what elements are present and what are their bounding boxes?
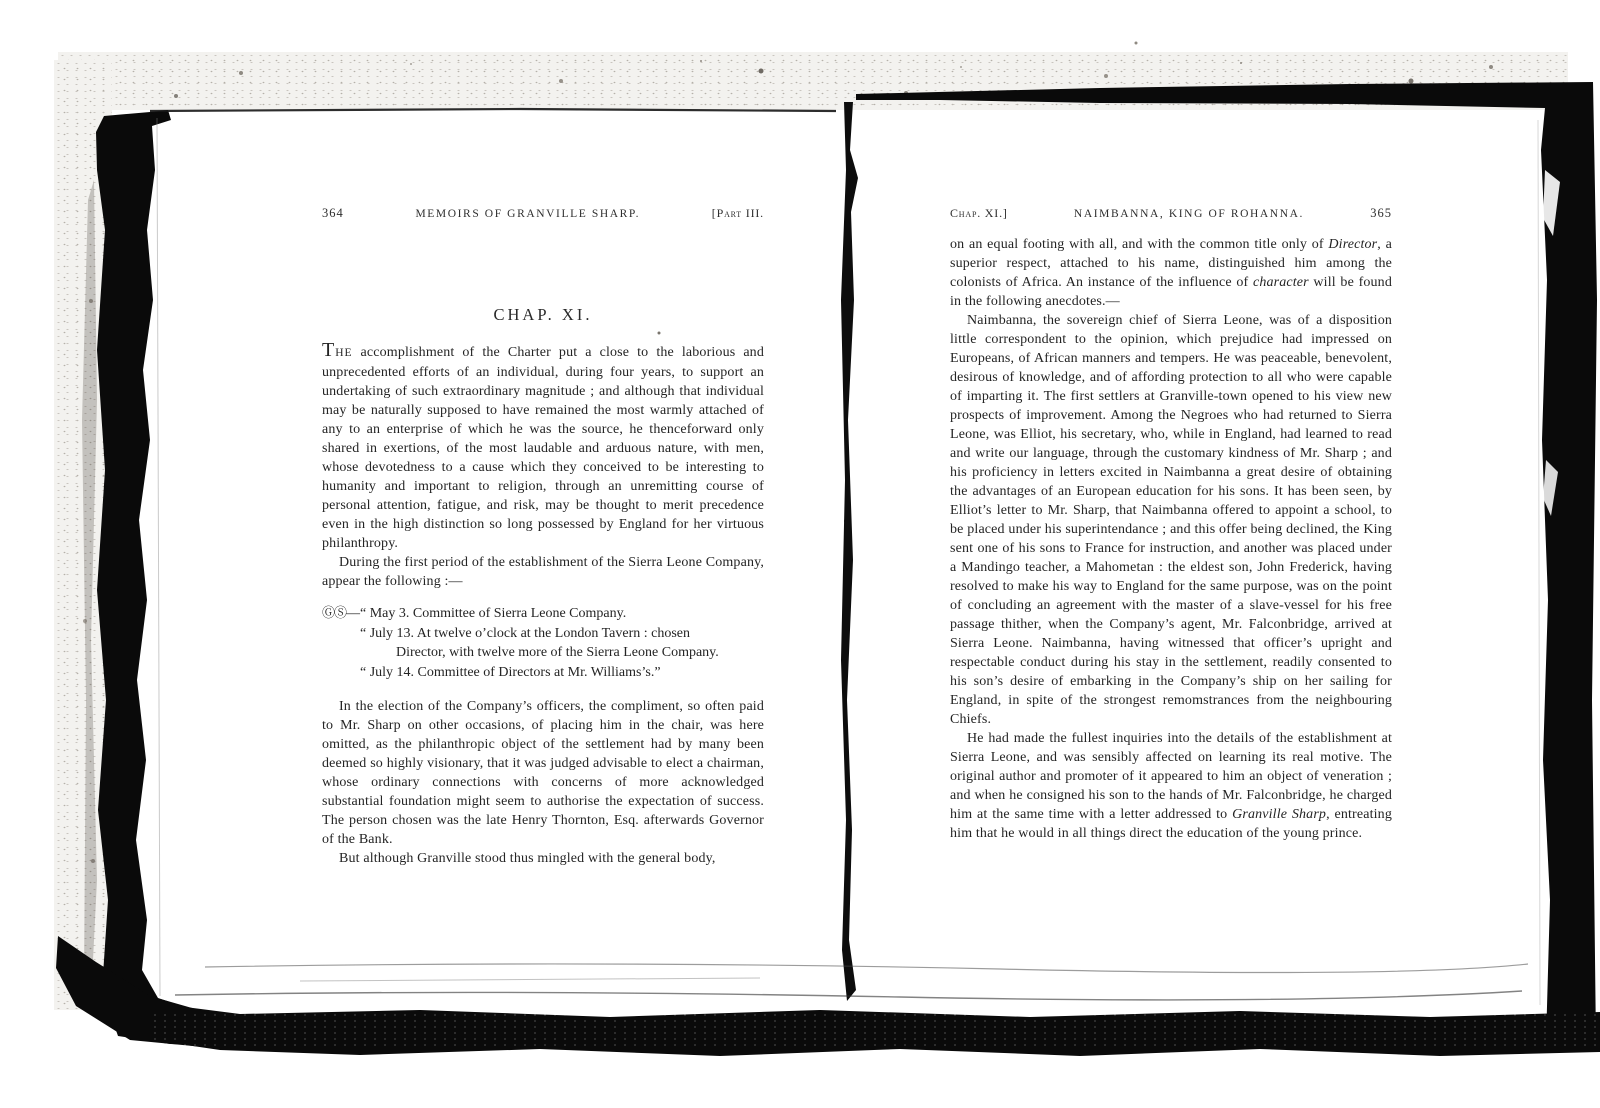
right-running-title: NAIMBANNA, KING OF ROHANNA. bbox=[1073, 208, 1304, 220]
diary-line-text: May 3. Committee of Sierra Leone Company. bbox=[369, 606, 627, 621]
left-paragraph-2: During the first period of the establishment of the Sierra Leone Company, appear the following :— bbox=[322, 555, 764, 589]
diary-line-prefix: “ bbox=[360, 664, 370, 680]
diary-line bbox=[322, 663, 764, 683]
left-page bbox=[322, 206, 764, 868]
diary-line-text: July 13. At twelve o’clock at the London Tavern : chosen bbox=[369, 625, 691, 641]
diary-monogram: ⒼⓈ bbox=[322, 606, 347, 621]
right-paragraph-1-b: , a superior respect, attached to his name, distinguished him among the colonists of Africa. An instance of the influence of bbox=[950, 237, 1392, 290]
italic-character: character bbox=[1252, 275, 1309, 290]
diary-line bbox=[322, 643, 764, 663]
left-paragraph-4: But although Granville stood thus mingled with the general body, bbox=[339, 851, 716, 866]
right-paragraph-3 bbox=[950, 729, 1392, 843]
left-page-top-edge-line bbox=[150, 109, 836, 111]
left-edge-ink bbox=[96, 110, 240, 1046]
chap-label: Chap. XI.] bbox=[950, 206, 1008, 220]
right-paragraph-3-a: He had made the fullest inquiries into the details of the establishment at Sierra Leone, and was sensibly affected on learning its real motive. The original author and promoter of it appeared to him an object of veneration ; and when he consigned his son to the hands of Mr. Falconbridge, he charged him at the same time with a letter addressed to bbox=[950, 731, 1392, 822]
left-paragraph-1-text: accomplishment of the Charter put a close to the laborious and unprecedented efforts of an individual, during four years, to support an undertaking of such extraordinary magnitude ; and although that individual may be naturally supposed to have remained the most warmly attached of any to an enterprise of which he was the source, he thenceforward only shared in exertions, of the most laudable and arduous nature, with men, whose devotedness to a cause which they conceived to be interesting to humanity and important to religion, through an unremitting course of personal attention, fatigue, and risk, may be thought to merit precedence even in the high distinction so long possessed by England for her virtuous philanthropy. bbox=[322, 345, 764, 551]
left-running-title: MEMOIRS OF GRANVILLE SHARP. bbox=[415, 208, 641, 220]
right-paragraph-2: Naimbanna, the sovereign chief of Sierra Leone, was of a disposition little correspondent to the opinion, which prejudice had impressed on Europeans, of African manners and tempers. He was peaceable, benevolent, desirous of knowledge, and of affording protection to all who were capable of imparting it. The first settlers at Granville-town opened to his view new prospects of improvement. Among the Negroes who had returned to Sierra Leone, was Elliot, his secretary, who, while in England, had learned to read and write our language, through the customary kindness of Mr. Sharp ; and his proficiency in letters excited in Naimbanna a great desire of obtaining the advantages of an European education for his sons. It has been seen, by Elliot’s letter to Mr. Sharp, that Naimbanna offered to appoint a school, to be placed under his superintendance ; and this offer being declined, the King sent one of his sons to France for instruction, and another was placed under a Mandingo teacher, a Mahometan : the eldest son, John Frederick, having resolved to make his way to England for the same purpose, was on the point of concluding an agreement with the master of a slave-vessel for his free passage thither, when the Company’s agent, Mr. Falconbridge, arrived at Sierra Leone. Naimbanna, having witnessed that officer’s upright and respectable conduct during his stay in the settlement, readily consented to his son’s desire of embarking in the Company’s ship on her sailing for England, in spite of the strongest remomstrances from the neighbouring Chiefs. bbox=[950, 313, 1392, 727]
scratch-line-1 bbox=[205, 964, 1528, 973]
drop-initial: T bbox=[322, 339, 336, 361]
diary-line bbox=[322, 624, 764, 644]
lead-caps: HE bbox=[335, 347, 353, 359]
left-page-header bbox=[322, 206, 764, 221]
diary-line-text: July 14. Committee of Directors at Mr. Williams’s.” bbox=[369, 664, 661, 680]
part-label: [Part III. bbox=[711, 206, 764, 220]
diary-line-text: Director, with twelve more of the Sierra Leone Company. bbox=[396, 645, 719, 660]
italic-director: Director bbox=[1328, 237, 1378, 252]
diary-extract bbox=[322, 604, 764, 682]
left-edge-ink-faint bbox=[82, 180, 97, 1000]
right-page-number: 365 bbox=[1370, 206, 1392, 220]
right-page bbox=[950, 206, 1392, 843]
gutter-ink bbox=[841, 102, 858, 1001]
chapter-heading: CHAP. XI. bbox=[493, 305, 593, 324]
right-page-inner-edge-line bbox=[1538, 120, 1540, 1005]
left-paragraph-3: In the election of the Company’s officers, the compliment, so often paid to Mr. Sharp on other occasions, of placing him in the chair, was here omitted, as the philanthropic object of the settlement had by many been deemed so highly visionary, that it was judged advisable to elect a chairman, whose ordinary connections with concerns of more acknowledged substantial foundation might seem to authorise the expectation of success. The person chosen was the late Henry Thornton, Esq. afterwards Governor of the Bank. bbox=[322, 699, 764, 847]
left-page-number: 364 bbox=[322, 206, 344, 220]
right-paragraph-3-b: , entreating him that he would in all things direct the education of the young prince. bbox=[950, 807, 1392, 841]
right-paragraph-1-a: on an equal footing with all, and with the common title only of bbox=[950, 237, 1329, 252]
scratch-line-3 bbox=[300, 978, 760, 981]
diary-line-prefix: —“ bbox=[346, 606, 370, 621]
bottom-band-speckle bbox=[150, 1012, 1600, 1046]
diary-line bbox=[322, 604, 764, 624]
right-page-header bbox=[950, 206, 1392, 221]
italic-granville-sharp: Granville Sharp bbox=[1232, 807, 1327, 822]
left-page-inner-edge-line bbox=[157, 118, 160, 996]
right-paragraph-1 bbox=[950, 235, 1392, 311]
left-paragraph-1 bbox=[322, 339, 764, 553]
diary-line-prefix: “ bbox=[360, 625, 370, 641]
right-paragraph-1-c: will be found in the following anecdotes.— bbox=[950, 275, 1392, 309]
